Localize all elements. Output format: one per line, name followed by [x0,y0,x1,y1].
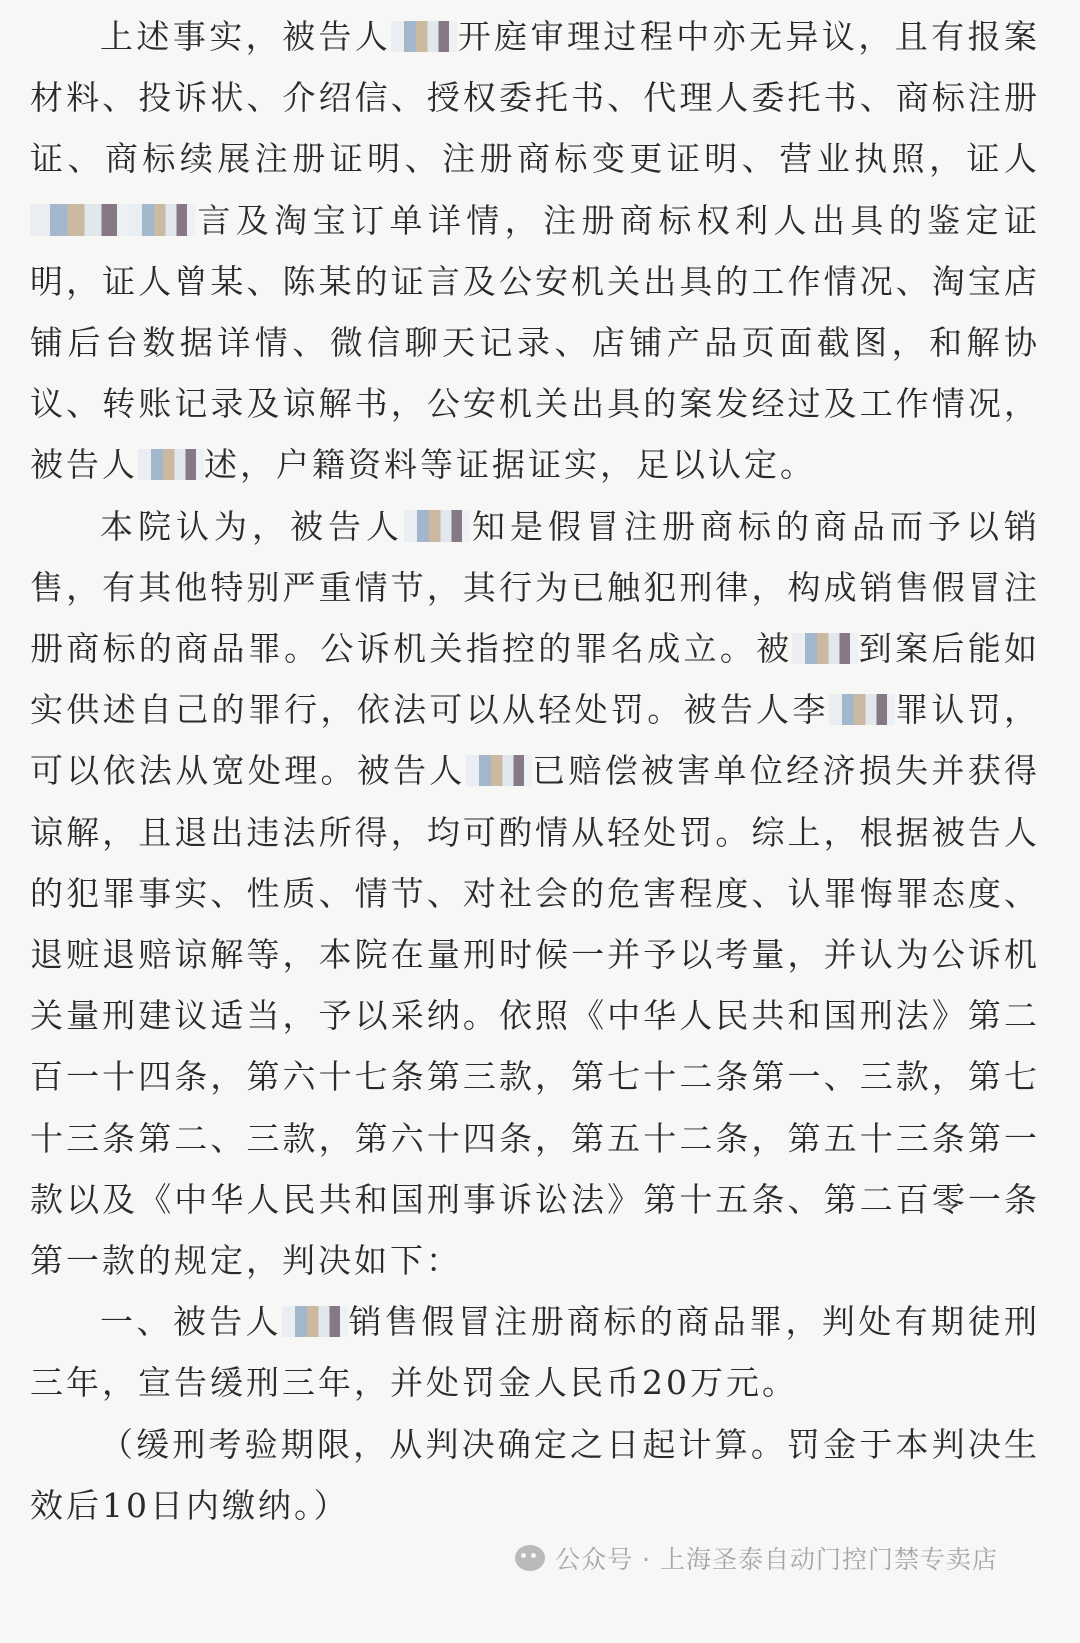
redacted-name [466,755,532,786]
text-segment: （缓刑考验期限，从判决确定之日起计算。罚金于本判决生效后10日内缴纳。） [30,1424,1040,1525]
text-segment: 本院认为，被告人 [100,506,404,546]
text-segment: 已赔偿被害单位经济损失并获得谅解，且退出违法所得，均可酌情从轻处罚。综上，根据被告人的犯罪事实、性质、情节、对社会的危害程度、认罪悔罪态度、退赃退赔谅解等，本院在量刑时候一并予以考量，并认为公诉机关量刑建议适当，予以采纳。依照《中华人民共和国刑法》第二百一十四条，第六十七条第三款，第七十二条第一、三款，第七十三条第二、三款，第六十四条，第五十二条，第五十三条第一款以及《中华人民共和国刑事诉讼法》第十五条、第二百零一条第一款的规定，判决如下： [30,751,1041,1281]
text-segment: 上述事实，被告人 [100,17,392,56]
redacted-name [404,510,470,541]
text-segment: 开庭审理过程中亦无异议，且有报案材料、投诉状、介绍信、授权委托书、代理人委托书、商标注册证、商标续展注册证明、注册商标变更证明、营业执照，证人 [30,17,1041,179]
paragraph-court-opinion [30,496,1040,1292]
watermark-text: 公众号 · 上海圣泰自动门控门禁专卖店 [555,1545,998,1574]
text-segment: 罪认罚，可以依法从宽处理。被告人 [30,690,1041,791]
paragraph-verdict-item-1 [30,1291,1040,1413]
redacted-name [829,694,895,725]
paragraph-facts [30,6,1040,496]
redacted-name [30,204,129,235]
redacted-name [129,204,195,235]
text-segment: 到案后能如实供述自己的罪行，依法可以从轻处罚。被告人李 [30,629,1041,730]
redacted-name [391,21,457,52]
text-segment: 述，户籍资料等证据证实，足以认定。 [204,445,816,485]
redacted-name [282,1306,348,1337]
redacted-name [792,633,858,664]
text-segment: 一、被告人 [100,1302,283,1342]
text-segment: 知是假冒注册商标的商品而予以销售，有其他特别严重情节，其行为已触犯刑律，构成销售假冒注册商标的商品罪。公诉机关指控的罪名成立。被 [30,506,1040,669]
text-segment: 言及淘宝订单详情，注册商标权利人出具的鉴定证明，证人曾某、陈某的证言及公安机关出具的工作情况、淘宝店铺后台数据详情、微信聊天记录、店铺产品页面截图，和解协议、转账记录及谅解书，公安机关出具的案发经过及工作情况，被告人 [30,200,1040,485]
watermark [515,1540,998,1576]
redacted-name [138,449,204,480]
paragraph-probation-note [30,1414,1040,1536]
text-segment: 销售假冒注册商标的商品罪，判处有期徒刑三年，宣告缓刑三年，并处罚金人民币20万元。 [30,1302,1041,1403]
wechat-icon [515,1545,545,1571]
